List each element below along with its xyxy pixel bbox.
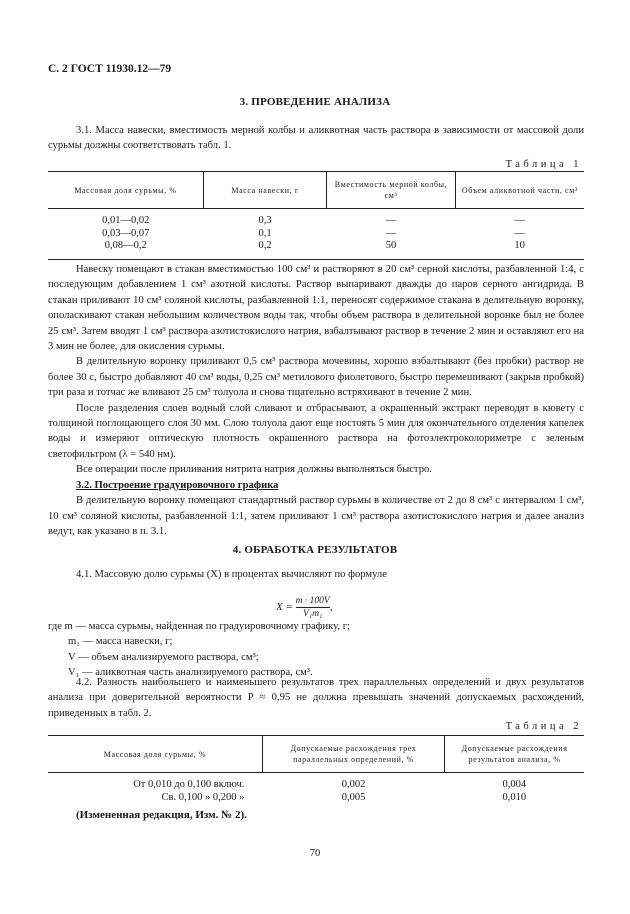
table-cell: 50 xyxy=(327,240,456,259)
body-text-block xyxy=(48,262,584,539)
page-header: С. 2 ГОСТ 11930.12—79 xyxy=(48,63,172,75)
table-cell: — xyxy=(385,227,397,239)
subheading-3-2: 3.2. Построение градуировочного графика xyxy=(76,479,279,491)
table-1-header: Вместимость мерной колбы, см³ xyxy=(327,172,456,209)
formula-numerator: m · 100V xyxy=(295,596,330,606)
table-1-header: Объем аликвотной части, см³ xyxy=(455,172,584,209)
table-cell: 0,3 xyxy=(258,215,272,226)
table-2-caption: Таблица 2 xyxy=(505,721,582,732)
table-cell: — xyxy=(385,215,397,226)
table-row xyxy=(48,228,584,241)
table-2-header: Допускаемые расхождения трех параллельных определений, % xyxy=(262,736,444,773)
paragraph-funnel: В делительную воронку приливают 0,5 см³ раствора мочевины, хорошо взбалтывают (без пробки) раствор не более 30 с, быстро добавляют 40 см³ воды, 0,25 см³ метилового фиолетового, быстро перемешивают (закрыв пробкой) три раза и тотчас же вливают 25 см³ толуола и снова тщательно встряхивают в течение 2 мин. xyxy=(48,356,584,399)
table-cell: 0,1 xyxy=(258,227,272,239)
paragraph-3-2: В делительную воронку помещают стандартный раствор сурьмы в количестве от 2 до 8 см³ с интервалом 1 см³, 10 см³ соляной кислоты, разбавленной 1:1, затем приливают 1 см³ раствора азотистокислого натрия и далее анализ ведут, как указано в п. 3.1. xyxy=(48,495,584,537)
table-1-header: Масса навески, г xyxy=(203,172,326,209)
paragraph-operations: Все операции после приливания нитрита натрия должны выполняться быстро. xyxy=(76,464,432,476)
paragraph-sample: Навеску помещают в стакан вместимостью 100 см³ и растворяют в 20 см³ серной кислоты, разбавленной 1:4, с последующим добавлением 1 см³ азотной кислоты. Раствор выпаривают дважды до паров серного ангидрида. В стакан приливают 10 см³ соляной кислоты, разбавленной 1:1, переносят содержимое стакана в делительную воронку, ополаскивают стакан небольшим количеством воды так, чтобы объем раствора в делительной воронке был не более 25 см³. Затем вводят 1 см³ раствора азотистокислого натрия, взбалтывают раствор в течение 2 мин и оставляют его на 3 мин не более, для окисления сурьмы. xyxy=(48,264,584,353)
table-cell: — xyxy=(514,227,525,239)
table-cell: 0,004 xyxy=(502,779,527,790)
paragraph-4-2: 4.2. Разность наибольшего и наименьшего результатов трех параллельных определений и двух результатов анализа при доверительной вероятности P ≈ 0,95 не должна превышать значений допускаемых расхождений, приведенных в табл. 2. xyxy=(48,677,584,719)
table-row xyxy=(48,209,584,228)
table-cell: Св. 0,100 » 0,200 » xyxy=(161,791,245,803)
table-cell: 10 xyxy=(455,240,584,259)
table-2-header-row xyxy=(48,736,584,773)
formula-lhs: X = xyxy=(276,601,293,614)
definition-line: V₁ — аликвотная часть анализируемого раствора, см³. xyxy=(68,667,313,679)
table-2 xyxy=(48,735,584,810)
section-4-title: 4. ОБРАБОТКА РЕЗУЛЬТАТОВ xyxy=(232,544,398,556)
table-cell: 0,2 xyxy=(203,240,326,259)
table-row xyxy=(48,240,584,259)
table-1-caption: Таблица 1 xyxy=(505,159,582,170)
formula-denominator: V₁m₁ xyxy=(296,607,330,620)
formula-tail: , xyxy=(329,601,333,614)
table-1 xyxy=(48,171,584,260)
table-cell: 0,08—0,2 xyxy=(48,240,203,259)
table-cell: 0,002 xyxy=(341,779,366,790)
table-2-header: Массовая доля сурьмы, % xyxy=(48,736,262,773)
definition-line: где m — масса сурьмы, найденная по градуировочному графику, г; xyxy=(48,621,351,632)
paragraph-3-1: 3.1. Масса навески, вместимость мерной колбы и аликвотная часть раствора в зависимости от массовой доли сурьмы должны соответствовать табл. 1. xyxy=(48,125,584,152)
paragraph-separation: После разделения слоев водный слой сливают и отбрасывают, а окрашенный экстракт переводят в кювету с толщиной поглощающего слоя 30 мм. Слою толуола дают еще постоять 5 мин для окончательного отделения капелек воды и измеряют оптическую плотность окрашенного раствора на фотоэлектроколориметре с зеленым светофильтром (λ = 540 нм). xyxy=(48,402,584,460)
table-2-header: Допускаемые расхождения результатов анализа, % xyxy=(445,736,584,773)
paragraph-4-1: 4.1. Массовую долю сурьмы (X) в процентах вычисляют по формуле xyxy=(76,569,387,580)
definition-line: V — объем анализируемого раствора, см³; xyxy=(68,651,259,663)
table-cell: От 0,010 до 0,100 включ. xyxy=(133,779,245,790)
table-row xyxy=(48,773,584,792)
table-1-header: Массовая доля сурьмы, % xyxy=(48,172,203,209)
table-1-header-row xyxy=(48,172,584,209)
section-3-title: 3. ПРОВЕДЕНИЕ АНАЛИЗА xyxy=(239,96,391,108)
formula-fraction xyxy=(296,595,330,620)
table-cell: 0,01—0,02 xyxy=(102,215,150,226)
table-cell: 0,005 xyxy=(341,791,366,803)
table-cell: 0,010 xyxy=(502,791,527,803)
variable-definitions xyxy=(48,619,584,681)
table-cell: 0,03—0,07 xyxy=(102,227,150,239)
definition-line: m₁ — масса навески, г; xyxy=(68,636,173,648)
edition-note: (Измененная редакция, Изм. № 2). xyxy=(76,809,247,821)
table-cell: — xyxy=(514,215,525,226)
page-number: 70 xyxy=(309,848,321,859)
